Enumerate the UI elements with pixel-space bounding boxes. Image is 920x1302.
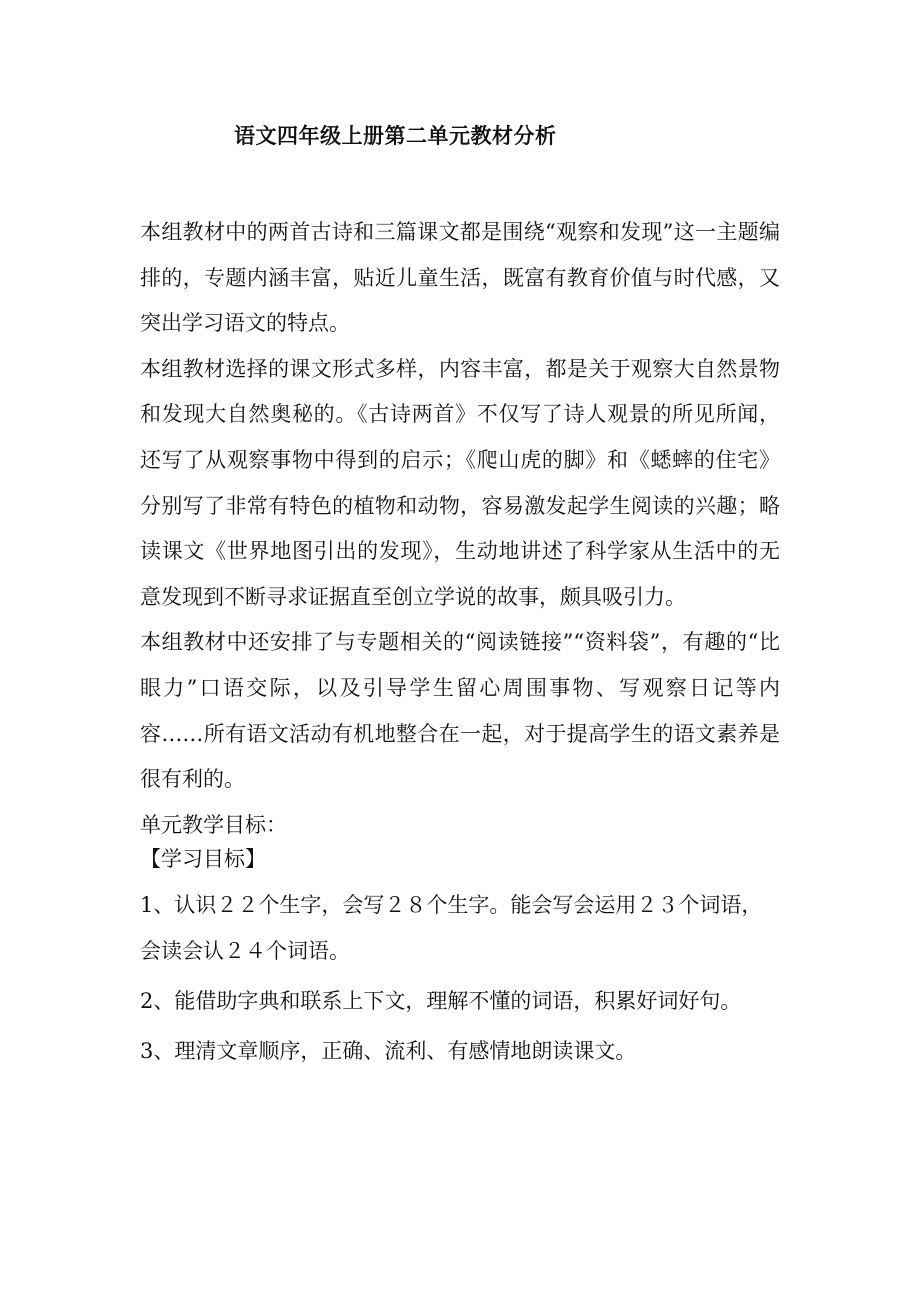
learning-goals-heading: 【学习目标】: [140, 847, 266, 871]
goal-item-2: 2、能借助字典和联系上下文，理解不懂的词语，积累好词好句。: [140, 989, 742, 1013]
document-title: 语文四年级上册第二单元教材分析: [234, 123, 557, 148]
paragraph-text-forms: 本组教材选择的课文形式多样，内容丰富，都是关于观察大自然景物和发现大自然奥秘的。《古诗两首》不仅写了诗人观景的所见所闻，还写了从观察事物中得到的启示；《爬山虎的脚》和《蟋蟀的住宅》分别写了非常有特色的植物和动物，容易激发起学生阅读的兴趣；略读课文《世界地图引出的发现》，生动地讲述了科学家从生活中的无意发现到不断寻求证据直至创立学说的故事，颇具吸引力。: [140, 356, 780, 609]
goal-item-1: 1、认识２２个生字，会写２８个生字。能会写会运用２３个词语，会读会认２４个词语。: [140, 893, 763, 963]
paragraph-activities: 本组教材中还安排了与专题相关的“阅读链接”“资料袋”，有趣的“比眼力”口语交际，以及引导学生留心周围事物、写观察日记等内容……所有语文活动有机地整合在一起，对于提高学生的语文素养是很有利的。: [140, 630, 780, 792]
document-body: [140, 210, 780, 848]
unit-goals-heading: 单元教学目标：: [140, 812, 287, 837]
learning-goals-section: [140, 836, 780, 1074]
paragraph-theme-intro: 本组教材中的两首古诗和三篇课文都是围绕“观察和发现”这一主题编排的，专题内涵丰富，贴近儿童生活，既富有教育价值与时代感，又突出学习语文的特点。: [140, 220, 780, 336]
goal-item-3: 3、理清文章顺序，正确、流利、有感情地朗读课文。: [140, 1039, 637, 1063]
